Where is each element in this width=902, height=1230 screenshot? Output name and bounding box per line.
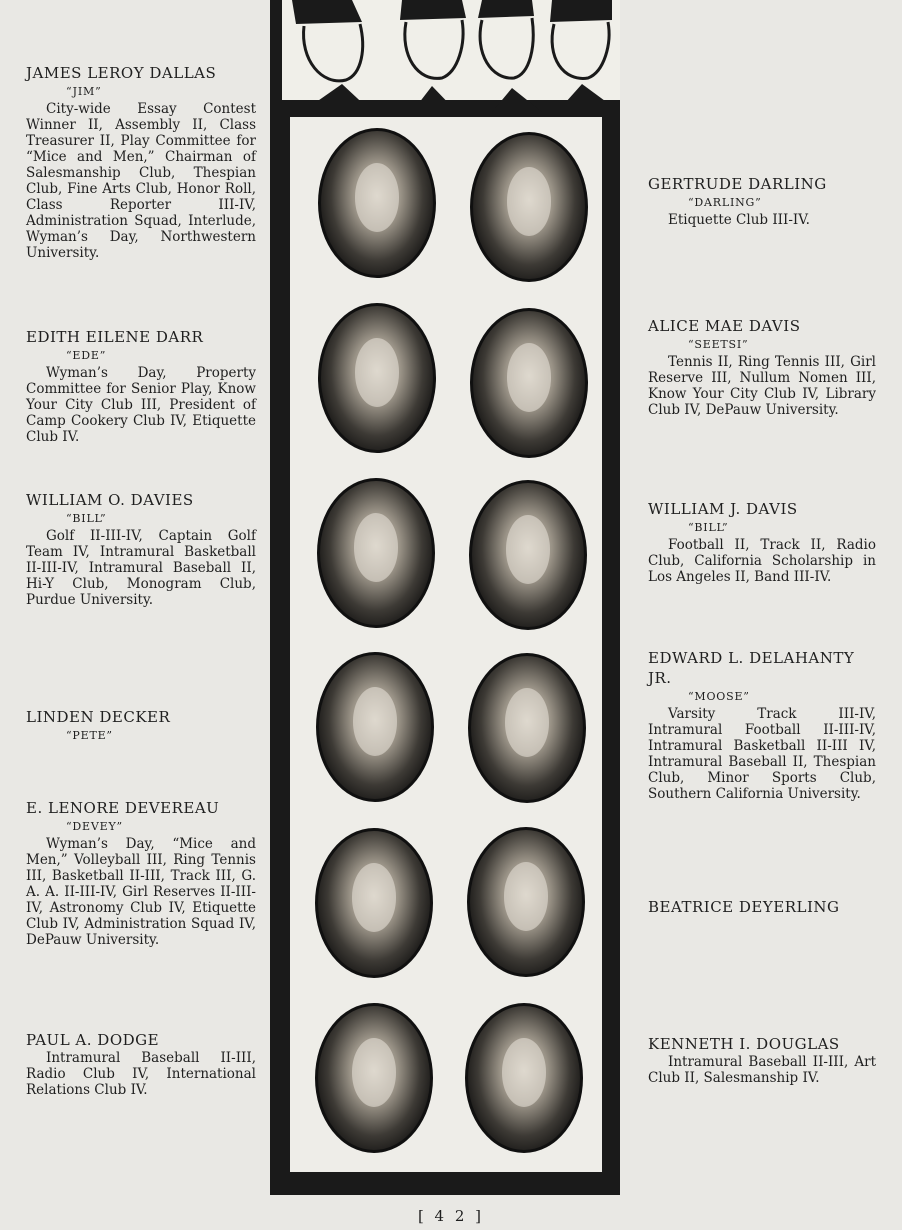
graduates-illustration bbox=[282, 0, 620, 112]
student-name: PAUL A. DODGE bbox=[26, 1031, 160, 1049]
student-name: E. LENORE DEVEREAU bbox=[26, 799, 220, 817]
student-nickname: “BILL” bbox=[688, 521, 729, 534]
student-nickname: “DEVEY” bbox=[66, 820, 123, 833]
portrait-devereau bbox=[315, 828, 433, 978]
student-name: WILLIAM J. DAVIS bbox=[648, 500, 798, 518]
portrait-william-davis bbox=[469, 480, 587, 630]
student-activities: Etiquette Club III-IV. bbox=[668, 212, 810, 228]
student-name: KENNETH I. DOUGLAS bbox=[648, 1035, 840, 1053]
entry-delahanty bbox=[648, 648, 876, 802]
portrait-deyerling bbox=[467, 827, 585, 977]
student-activities: Intramural Baseball II-III, Art Club II, Salesmanship IV. bbox=[648, 1054, 876, 1086]
entry-darling bbox=[648, 174, 876, 228]
student-activities: Golf II-III-IV, Captain Golf Team IV, Intramural Basketball II-III-IV, Intramural Baseball II, Hi-Y Club, Monogram Club, Purdue University. bbox=[26, 528, 256, 608]
student-name: ALICE MAE DAVIS bbox=[648, 317, 801, 335]
portrait-alice-davis bbox=[470, 308, 588, 458]
student-name: GERTRUDE DARLING bbox=[648, 175, 827, 193]
portrait-decker bbox=[316, 652, 434, 802]
student-nickname: “BILL” bbox=[66, 512, 107, 525]
entry-dallas bbox=[26, 63, 256, 261]
entry-deyerling bbox=[648, 897, 876, 917]
portrait-douglas bbox=[465, 1003, 583, 1153]
portrait-dallas bbox=[318, 128, 436, 278]
entry-davies bbox=[26, 490, 256, 608]
entry-decker bbox=[26, 707, 256, 745]
entry-william-davis bbox=[648, 499, 876, 585]
portrait-darr bbox=[318, 303, 436, 453]
student-nickname: “SEETSI” bbox=[688, 338, 749, 351]
student-name: JAMES LEROY DALLAS bbox=[26, 64, 217, 82]
portrait-dodge bbox=[315, 1003, 433, 1153]
student-activities: Tennis II, Ring Tennis III, Girl Reserve III, Nullum Nomen III, Know Your City Club IV, Library Club IV, DePauw University. bbox=[648, 354, 876, 418]
student-name: EDITH EILENE DARR bbox=[26, 328, 204, 346]
page-number: [ 4 2 ] bbox=[417, 1207, 485, 1225]
entry-dodge bbox=[26, 1030, 256, 1098]
entry-alice-davis bbox=[648, 316, 876, 418]
student-activities: Varsity Track III-IV, Intramural Football II-III-IV, Intramural Basketball II-III IV, Intramural Baseball II, Thespian Club, Minor Sports Club, Southern California University. bbox=[648, 706, 876, 802]
student-activities: Wyman’s Day, Property Committee for Senior Play, Know Your City Club III, President of Camp Cookery Club IV, Etiquette Club IV. bbox=[26, 365, 256, 445]
student-nickname: “MOOSE” bbox=[688, 690, 750, 703]
student-nickname: “EDE” bbox=[66, 349, 107, 362]
student-nickname: “JIM” bbox=[66, 85, 102, 98]
entry-darr bbox=[26, 327, 256, 445]
student-name: WILLIAM O. DAVIES bbox=[26, 491, 194, 509]
portrait-darling bbox=[470, 132, 588, 282]
student-name: EDWARD L. DELAHANTY JR. bbox=[648, 649, 855, 687]
student-activities: Intramural Baseball II-III, Radio Club IV, International Relations Club IV. bbox=[26, 1050, 256, 1098]
graduates-illustration-svg bbox=[282, 0, 620, 112]
entry-devereau bbox=[26, 798, 256, 948]
student-name: LINDEN DECKER bbox=[26, 708, 171, 726]
student-nickname: “DARLING” bbox=[688, 196, 762, 209]
student-activities: Wyman’s Day, “Mice and Men,” Volleyball III, Ring Tennis III, Basketball II-III, Track III, G. A. A. II-III-IV, Girl Reserves II-III-IV, Astronomy Club IV, Etiquette Club IV, Administration Squad IV, DePauw University. bbox=[26, 836, 256, 948]
portrait-davies bbox=[317, 478, 435, 628]
student-activities: City-wide Essay Contest Winner II, Assembly II, Class Treasurer II, Play Committee for “Mice and Men,” Chairman of Salesmanship Club, Thespian Club, Fine Arts Club, Honor Roll, Class Reporter III-IV, Administration Squad, Interlude, Wyman’s Day, Northwestern University. bbox=[26, 101, 256, 261]
student-name: BEATRICE DEYERLING bbox=[648, 898, 840, 916]
student-activities: Football II, Track II, Radio Club, California Scholarship in Los Angeles II, Band III-IV. bbox=[648, 537, 876, 585]
student-nickname: “PETE” bbox=[66, 729, 113, 742]
entry-douglas bbox=[648, 1034, 876, 1086]
portrait-delahanty bbox=[468, 653, 586, 803]
